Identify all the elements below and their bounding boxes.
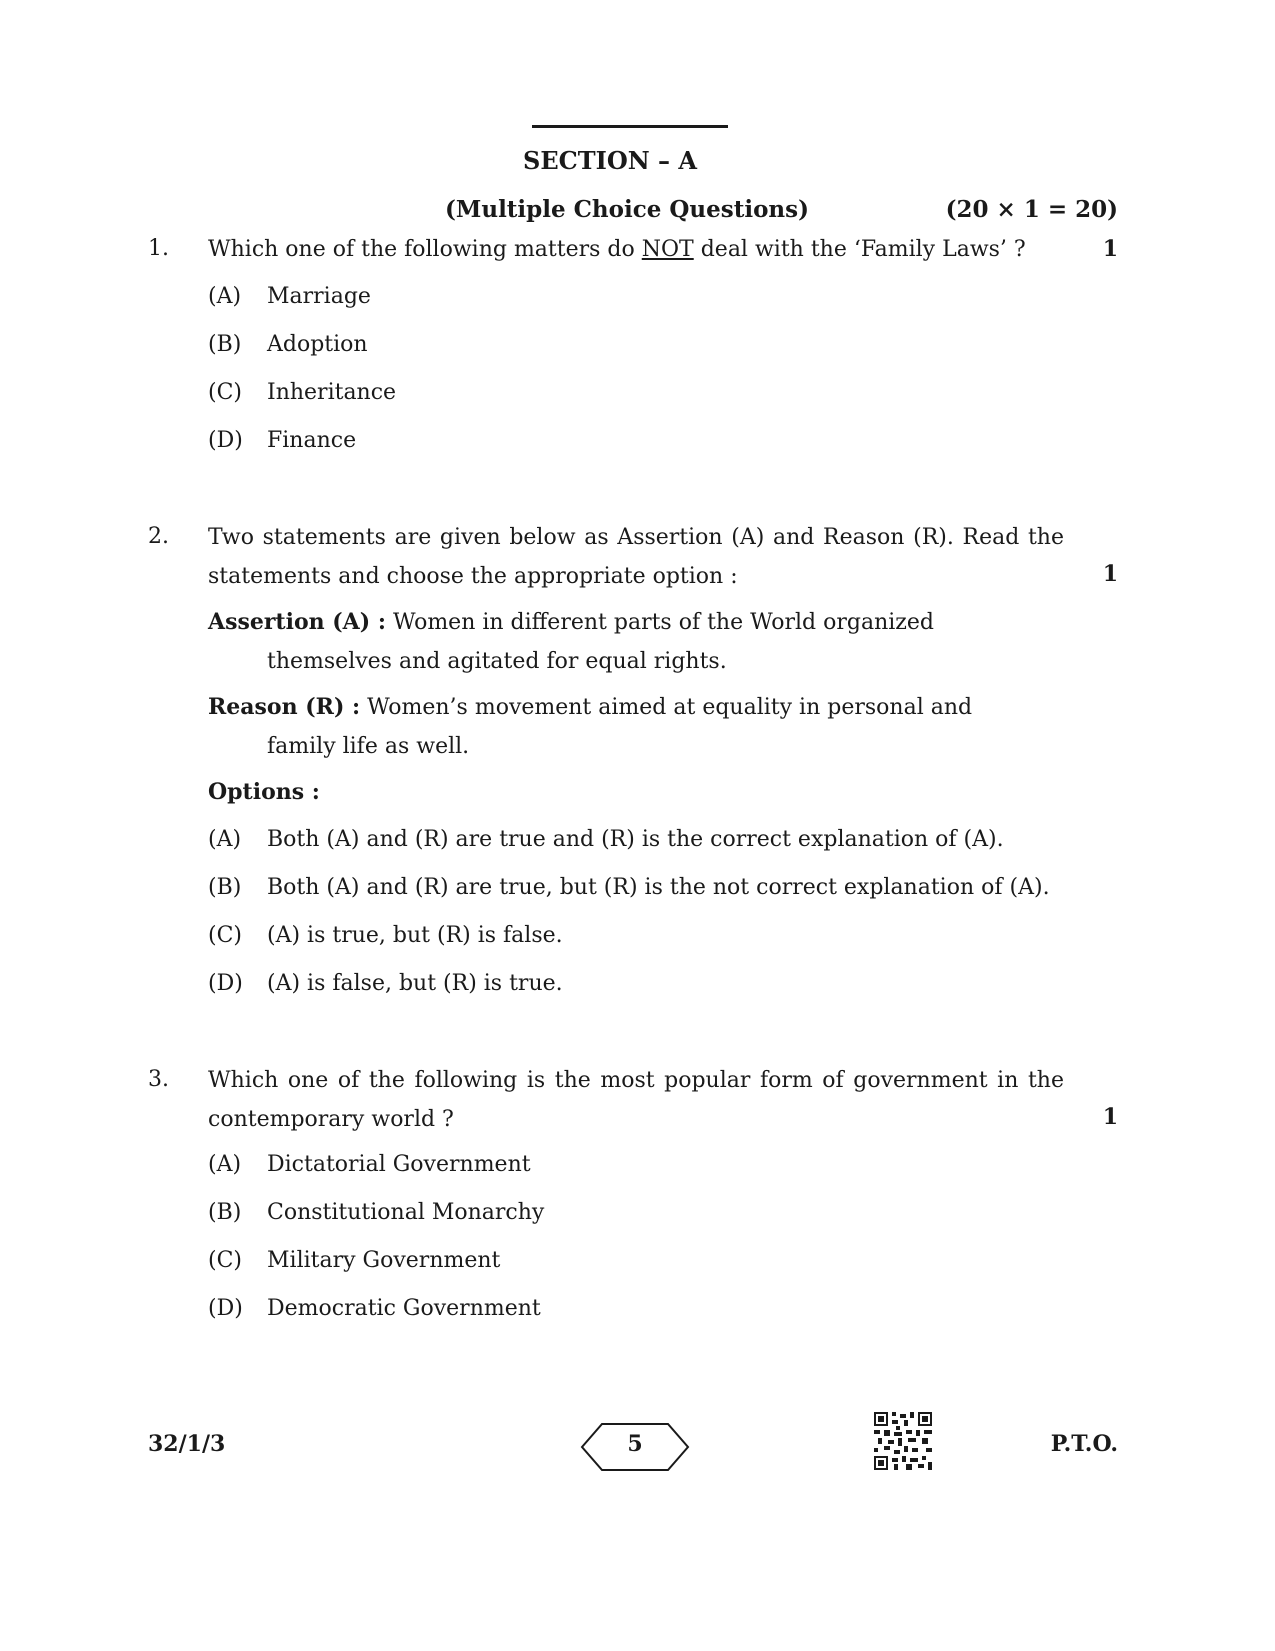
option: (C) Military Government [208, 1248, 501, 1273]
assertion-statement: Assertion (A) : Women in different parts of the World organized themselves and agitated for equal rights. [208, 609, 934, 674]
option: (A) Marriage [208, 284, 371, 309]
option: (D) Democratic Government [208, 1296, 541, 1321]
question-number: 1. [148, 236, 169, 261]
section-marks-total: (20 × 1 = 20) [945, 196, 1118, 223]
question-number: 2. [148, 524, 169, 549]
emphasis-not: NOT [641, 237, 694, 262]
top-rule [532, 125, 728, 128]
question-mark: 1 [1102, 561, 1118, 587]
question-text: Which one of the following is the most popular form of government in the contemporary world ? [208, 1068, 1064, 1132]
question-text: Two statements are given below as Assertion (A) and Reason (R). Read the statements and choose the appropriate option : [208, 525, 1064, 589]
options-heading: Options : [208, 779, 320, 805]
question-text: Which one of the following matters do NOT deal with the ‘Family Laws’ ? [208, 237, 1026, 262]
reason-label: Reason (R) : [208, 694, 361, 720]
option: (D) Finance [208, 428, 357, 453]
page-number: 5 [627, 1431, 643, 1457]
please-turn-over: P.T.O. [1050, 1431, 1118, 1457]
reason-statement: Reason (R) : Women’s movement aimed at equality in personal and family life as well. [208, 694, 973, 759]
section-title: SECTION – A [523, 146, 697, 175]
paper-code: 32/1/3 [148, 1431, 226, 1457]
section-subtitle: (Multiple Choice Questions) [445, 196, 809, 223]
option: (A) Both (A) and (R) are true and (R) is the correct explanation of (A). [208, 827, 1004, 852]
option: (C) Inheritance [208, 380, 397, 405]
question-mark: 1 [1102, 236, 1118, 262]
option: (B) Constitutional Monarchy [208, 1200, 545, 1225]
qr-code-icon [874, 1412, 932, 1470]
option: (B) Adoption [208, 332, 368, 357]
question-number: 3. [148, 1067, 169, 1092]
option: (C) (A) is true, but (R) is false. [208, 923, 563, 948]
option: (B) Both (A) and (R) are true, but (R) is the not correct explanation of (A). [208, 875, 1050, 900]
option: (D) (A) is false, but (R) is true. [208, 971, 563, 996]
option: (A) Dictatorial Government [208, 1152, 531, 1177]
question-mark: 1 [1102, 1104, 1118, 1130]
assertion-label: Assertion (A) : [208, 609, 386, 635]
